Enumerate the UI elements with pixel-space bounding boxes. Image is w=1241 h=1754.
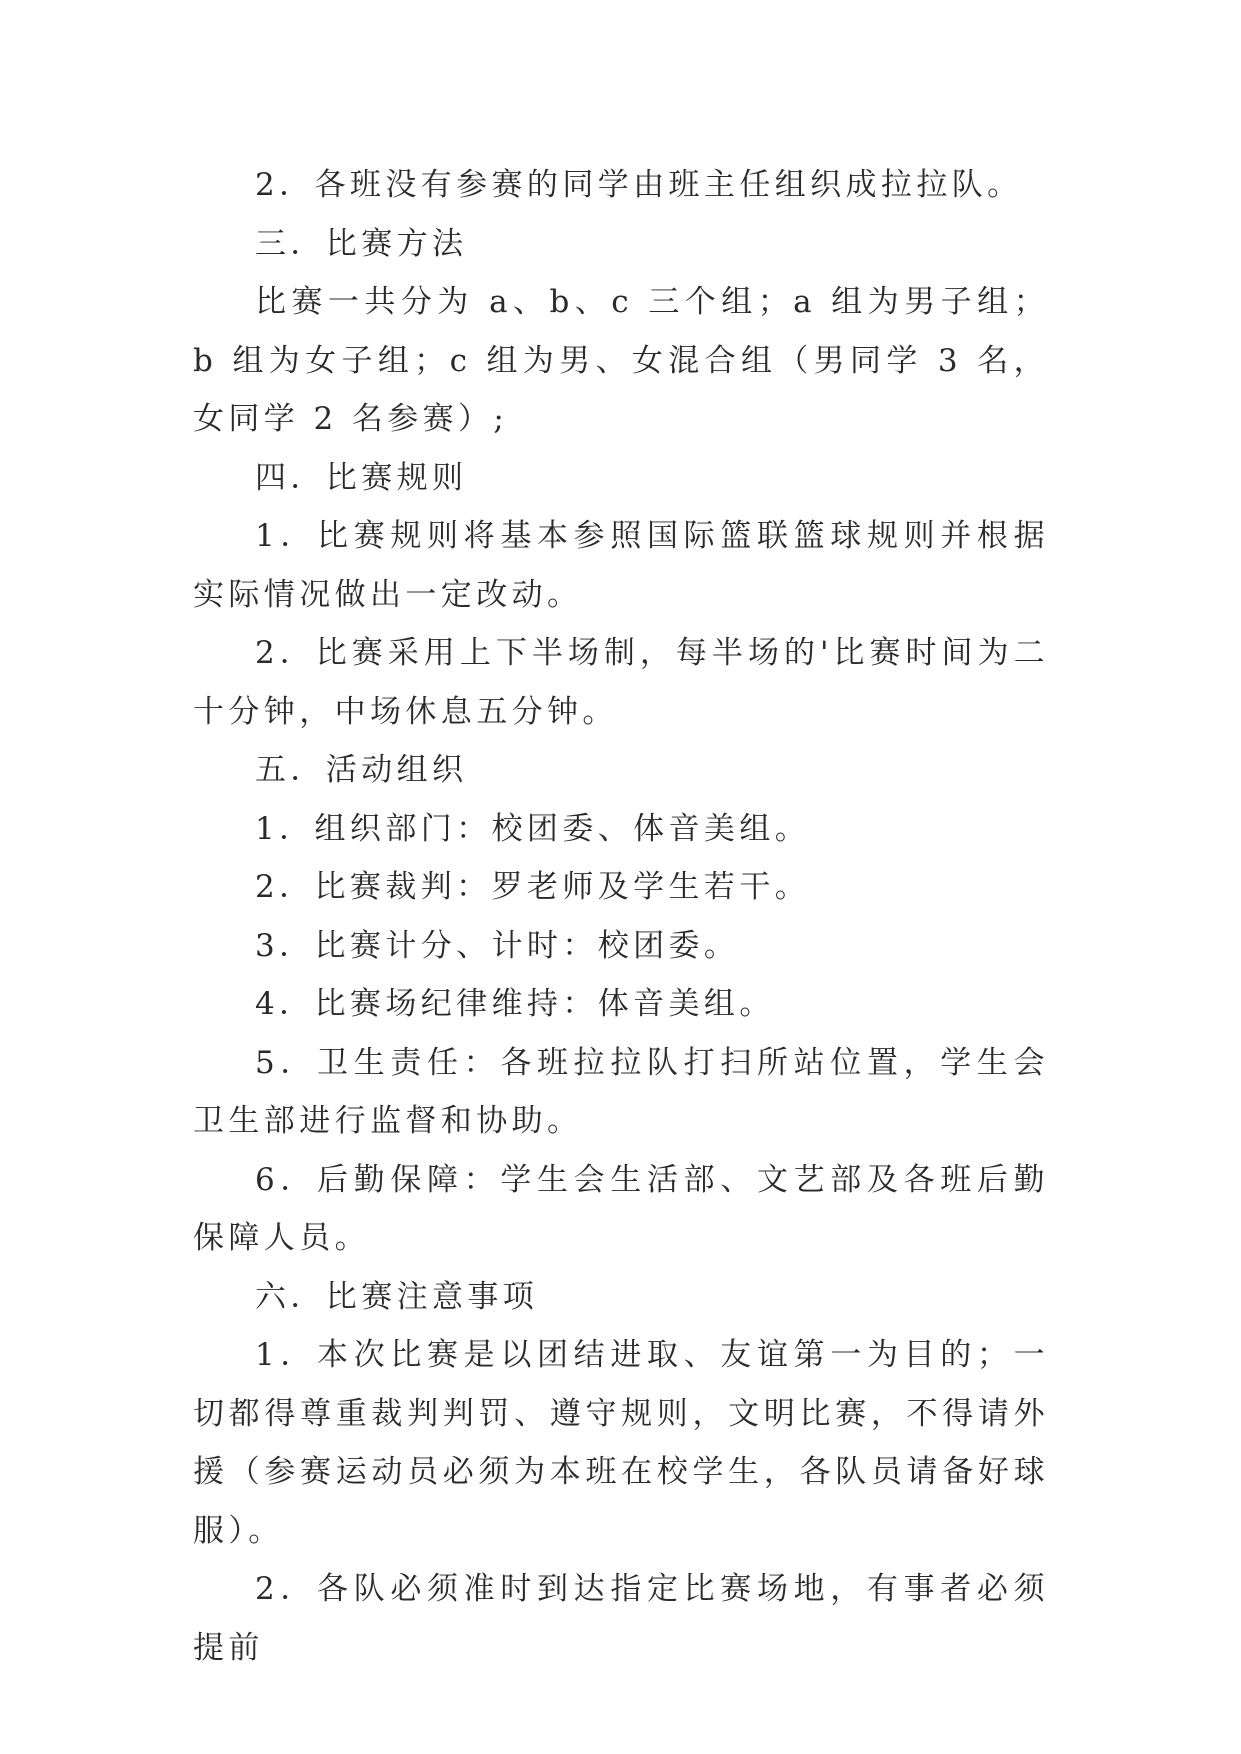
paragraph-org-6: 6．后勤保障：学生会生活部、文艺部及各班后勤保障人员。 (193, 1161, 1049, 1256)
section-heading-organization: 五．活动组织 (255, 752, 468, 788)
paragraph-rule-1: 1．比赛规则将基本参照国际篮联篮球规则并根据实际情况做出一定改动。 (193, 518, 1049, 613)
document-body (193, 156, 1049, 1677)
section-heading-competition-method: 三．比赛方法 (255, 225, 468, 262)
paragraph-cheerleading: 2．各班没有参赛的同学由班主任组织成拉拉队。 (255, 167, 1023, 203)
paragraph-org-5: 5．卫生责任：各班拉拉队打扫所站位置，学生会卫生部进行监督和协助。 (193, 1044, 1049, 1139)
paragraph-note-1: 1．本次比赛是以团结进取、友谊第一为目的；一切都得尊重裁判判罚、遵守规则，文明比赛，不得请外援（参赛运动员必须为本班在校学生，各队员请备好球服）。 (193, 1337, 1049, 1549)
section-heading-notes: 六．比赛注意事项 (255, 1278, 539, 1315)
section-heading-competition-rules: 四．比赛规则 (255, 459, 468, 496)
paragraph-org-1: 1．组织部门：校团委、体音美组。 (255, 810, 811, 847)
paragraph-org-4: 4．比赛场纪律维持：体音美组。 (255, 986, 775, 1022)
paragraph-groups: 比赛一共分为 a、b、c 三个组；a 组为男子组；b 组为女子组；c 组为男、女混合组（男同学 3 名，女同学 2 名参赛）; (193, 284, 1049, 437)
paragraph-org-3: 3．比赛计分、计时：校团委。 (255, 927, 740, 964)
paragraph-org-2: 2．比赛裁判：罗老师及学生若干。 (255, 869, 811, 905)
paragraph-note-2: 2．各队必须准时到达指定比赛场地，有事者必须提前 (193, 1571, 1049, 1666)
paragraph-rule-2: 2．比赛采用上下半场制，每半场的'比赛时间为二十分钟，中场休息五分钟。 (193, 635, 1049, 730)
